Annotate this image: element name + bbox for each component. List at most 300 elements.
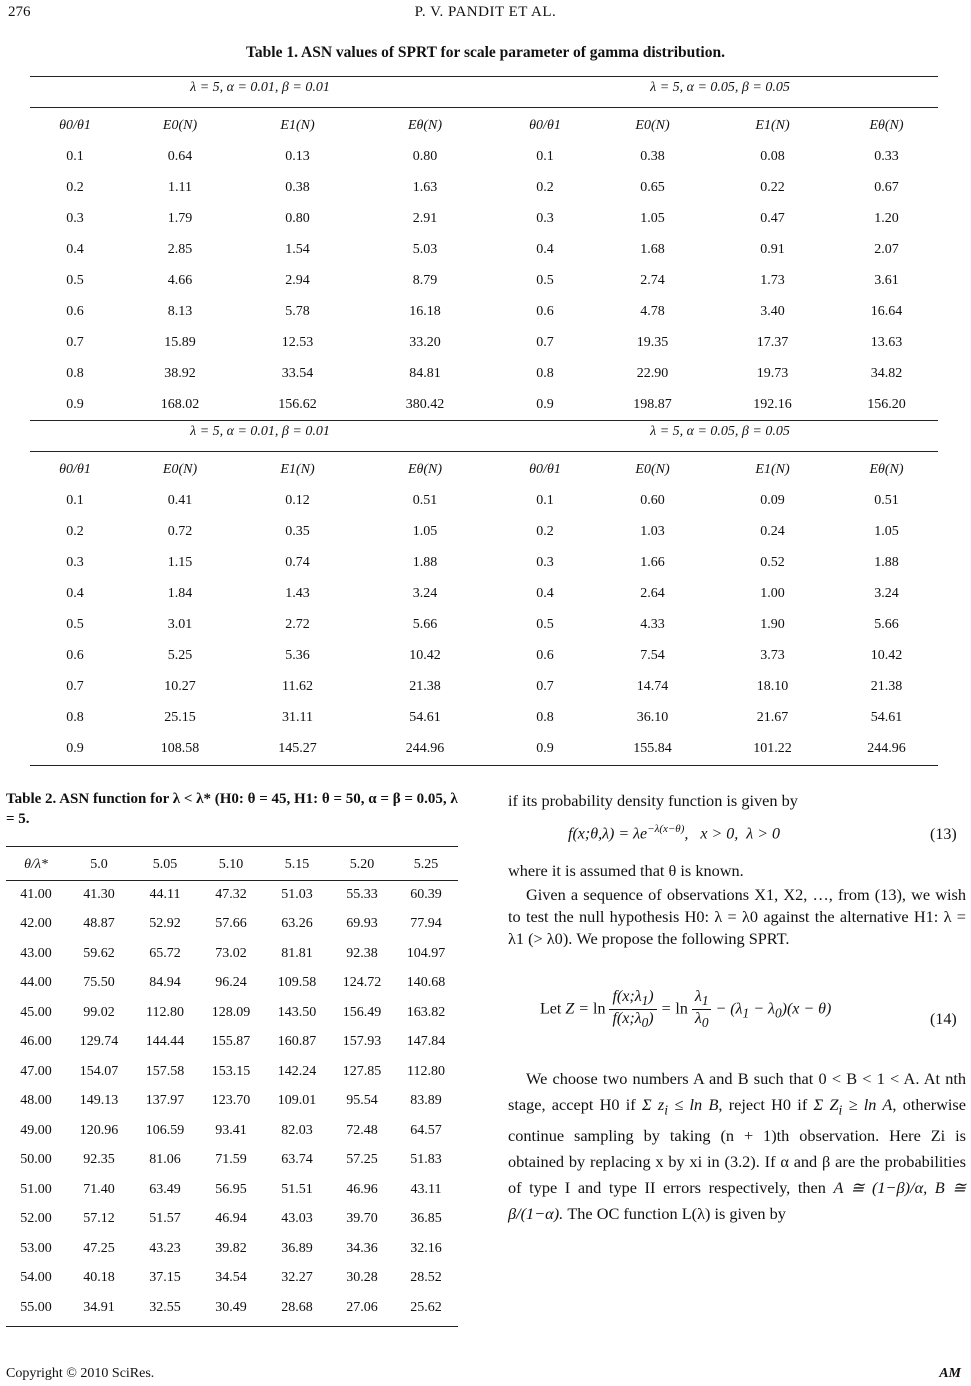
table-cell: 108.58 [160, 740, 200, 756]
table-cell: 57.12 [83, 1211, 115, 1227]
table-cell: 0.38 [285, 179, 310, 195]
table-cell: 147.84 [406, 1034, 446, 1050]
table-cell: 3.40 [760, 303, 785, 319]
column-header: θ0/θ1 [59, 118, 91, 133]
table-row [30, 172, 938, 203]
table-cell: 8.13 [167, 303, 193, 319]
table-cell: 34.82 [870, 365, 903, 381]
table-cell: 157.58 [145, 1063, 185, 1079]
table-row [6, 1205, 458, 1235]
table-cell: 7.54 [640, 647, 665, 663]
table1-header-rule [30, 107, 938, 108]
table-cell: 123.70 [211, 1093, 251, 1109]
table-cell: 149.13 [79, 1093, 119, 1109]
table-cell: 12.53 [281, 334, 314, 350]
column-header: 5.25 [413, 856, 439, 872]
bounds-formula: A ≅ (1−β)/α, B ≅ β/(1−α). [508, 1178, 966, 1224]
oc-function-intro: The OC function L(λ) is given by [567, 1204, 786, 1224]
table-cell: 156.49 [342, 1004, 382, 1020]
table-cell: 17.37 [756, 334, 789, 350]
table-cell: 39.82 [215, 1240, 247, 1256]
table-cell: 0.7 [66, 334, 84, 350]
paragraph-sprt-proposal: Given a sequence of observations X1, X2, …, from (13), we wish to test the null hypothesis H0: λ = λ0 against the alternative H1: λ = λ1 (> λ0). We propose the following SPRT. [508, 885, 966, 948]
column-header: θ0/θ1 [529, 462, 561, 477]
table-cell: 0.2 [536, 523, 554, 539]
table-cell: 47.25 [83, 1240, 115, 1256]
table-cell: 10.27 [164, 678, 196, 694]
table-cell: 56.95 [215, 1181, 247, 1197]
table-cell: 1.15 [167, 554, 193, 570]
table-cell: 43.03 [281, 1211, 313, 1227]
column-header: 5.0 [90, 856, 108, 872]
table-cell: 0.6 [66, 647, 84, 663]
table-cell: 0.8 [66, 709, 84, 725]
table-cell: 106.59 [145, 1122, 185, 1138]
table-cell: 81.06 [149, 1152, 181, 1168]
table-row [6, 939, 458, 969]
table-cell: 5.66 [874, 616, 899, 632]
table-cell: 51.83 [410, 1152, 442, 1168]
rule-continue: , otherwise continue sampling by taking (n + 1)th observation. Here Zi is obtained by replacing x by xi in (3.2). If α and β are the probabilities of type I and type II errors respectively, then [508, 1095, 966, 1198]
table-cell: 112.80 [407, 1063, 445, 1079]
table-cell: 153.15 [211, 1063, 251, 1079]
table-cell: 43.11 [410, 1181, 442, 1197]
table-cell: 0.80 [412, 148, 438, 164]
table-row [6, 1175, 458, 1205]
table-cell: 43.00 [20, 945, 52, 961]
table-cell: 41.00 [20, 886, 52, 902]
table-cell: 1.05 [874, 523, 899, 539]
table-header-row [30, 111, 938, 141]
table-cell: 64.57 [410, 1122, 442, 1138]
table-cell: 50.00 [20, 1152, 52, 1168]
table-cell: 51.57 [149, 1211, 181, 1227]
table-cell: 54.00 [20, 1270, 52, 1286]
table-cell: 34.54 [215, 1270, 247, 1286]
table-cell: 160.87 [277, 1034, 317, 1050]
table-cell: 60.39 [410, 886, 442, 902]
table-cell: 0.6 [66, 303, 84, 319]
table-cell: 51.51 [281, 1181, 313, 1197]
table-cell: 92.38 [346, 945, 378, 961]
column-header: θ0/θ1 [529, 118, 561, 133]
table-cell: 0.8 [536, 365, 554, 381]
table-row [30, 358, 938, 389]
table-row [30, 265, 938, 296]
table-cell: 3.73 [760, 647, 785, 663]
table-cell: 0.4 [66, 241, 84, 257]
table-cell: 5.36 [285, 647, 310, 663]
table-row [30, 640, 938, 671]
table-cell: 45.00 [20, 1004, 52, 1020]
table1-bottom-rule [30, 765, 938, 766]
table-row [30, 578, 938, 609]
table-cell: 0.64 [167, 148, 193, 164]
equation-13-number: (13) [930, 826, 957, 843]
table-cell: 16.64 [870, 303, 903, 319]
table1-panel2 [30, 455, 938, 764]
table-cell: 10.42 [870, 647, 903, 663]
table-cell: 33.54 [281, 365, 314, 381]
table-cell: 0.6 [536, 647, 554, 663]
table-cell: 15.89 [164, 334, 196, 350]
table-cell: 69.93 [346, 916, 378, 932]
table-cell: 0.2 [536, 179, 554, 195]
table-cell: 0.52 [760, 554, 785, 570]
table-cell: 1.43 [285, 585, 310, 601]
table-cell: 0.47 [760, 210, 785, 226]
equation-13: f(x;θ,λ) = $\lambda e^{-\lambda(x-\theta)}$, x > 0, λ > 0 [568, 823, 781, 843]
table-cell: 140.68 [406, 975, 446, 991]
table-cell: 48.00 [20, 1093, 52, 1109]
table2-bottom-rule [6, 1326, 458, 1327]
table-cell: 0.9 [66, 740, 84, 756]
table-cell: 4.78 [640, 303, 665, 319]
paragraph-theta-known: where it is assumed that θ is known. [508, 861, 744, 880]
table2 [6, 849, 458, 1323]
panel2-left-param: λ = 5, α = 0.01, β = 0.01 [190, 424, 330, 439]
table-cell: 1.90 [760, 616, 785, 632]
table-cell: 65.72 [149, 945, 181, 961]
table1-header-rule-2 [30, 451, 938, 452]
table-cell: 41.30 [83, 886, 115, 902]
table-cell: 52.00 [20, 1211, 52, 1227]
table-cell: 157.93 [342, 1034, 382, 1050]
table-cell: 51.03 [281, 886, 313, 902]
table-cell: 19.35 [636, 334, 669, 350]
table-cell: 13.63 [870, 334, 903, 350]
table-cell: 63.74 [281, 1152, 313, 1168]
table-cell: 0.7 [536, 678, 554, 694]
table-cell: 28.68 [281, 1299, 313, 1315]
table-cell: 3.24 [412, 585, 438, 601]
table-cell: 36.85 [410, 1211, 442, 1227]
page-number: 276 [8, 4, 31, 20]
table-cell: 244.96 [867, 740, 906, 756]
running-head: P. V. PANDIT ET AL. [414, 4, 557, 20]
table-cell: 0.4 [66, 585, 84, 601]
table-cell: 4.33 [640, 616, 665, 632]
table-cell: 2.72 [285, 616, 310, 632]
table-cell: 22.90 [636, 365, 669, 381]
table-header-row [6, 849, 458, 880]
table-cell: 11.62 [282, 678, 313, 694]
table-cell: 31.11 [282, 709, 313, 725]
table-row [30, 547, 938, 578]
table-cell: 96.24 [215, 975, 247, 991]
table-cell: 0.1 [536, 492, 554, 508]
table-cell: 143.50 [277, 1004, 317, 1020]
table-row [6, 1234, 458, 1264]
table-cell: 155.87 [211, 1034, 251, 1050]
table-cell: 2.64 [640, 585, 665, 601]
table-cell: 36.10 [636, 709, 669, 725]
table-cell: 0.9 [536, 740, 554, 756]
table-cell: 1.05 [412, 523, 438, 539]
table-cell: 2.91 [412, 210, 438, 226]
table-cell: 1.63 [412, 179, 438, 195]
table-cell: 49.00 [20, 1122, 52, 1138]
table-cell: 129.74 [79, 1034, 119, 1050]
table-cell: 0.4 [536, 241, 554, 257]
table-cell: 0.9 [66, 396, 84, 412]
table-cell: 3.24 [874, 585, 899, 601]
table-cell: 47.32 [215, 886, 247, 902]
table-cell: 19.73 [756, 365, 789, 381]
table-cell: 198.87 [633, 396, 672, 412]
table-cell: 84.81 [409, 365, 441, 381]
rule-reject: , reject H0 if [718, 1095, 808, 1114]
table-cell: 0.2 [66, 523, 84, 539]
table-cell: 154.07 [79, 1063, 119, 1079]
table-cell: 1.54 [285, 241, 310, 257]
rule-intro: We choose two numbers A and B such that 0 < B < 1 < A. At nth stage, accept H0 if [508, 1069, 966, 1114]
table-row [6, 1057, 458, 1087]
table-cell: 124.72 [342, 975, 382, 991]
table-cell: 93.41 [215, 1122, 247, 1138]
table-row [6, 1146, 458, 1176]
table-cell: 37.15 [149, 1270, 181, 1286]
table-cell: 155.84 [633, 740, 672, 756]
column-header: 5.05 [152, 856, 178, 872]
column-header: θ0/θ1 [59, 462, 91, 477]
table-cell: 59.62 [83, 945, 115, 961]
column-header: 5.20 [349, 856, 375, 872]
column-header: E1(N) [755, 118, 790, 133]
table-row [30, 609, 938, 640]
table-cell: 0.67 [874, 179, 899, 195]
table-cell: 27.06 [346, 1299, 378, 1315]
table-cell: 1.88 [874, 554, 899, 570]
table-cell: 38.92 [164, 365, 196, 381]
table-cell: 0.7 [66, 678, 84, 694]
column-header: Eθ(N) [407, 118, 443, 133]
table-cell: 21.38 [870, 678, 903, 694]
table-cell: 21.38 [409, 678, 441, 694]
table-cell: 34.91 [83, 1299, 115, 1315]
table-cell: 46.96 [346, 1181, 378, 1197]
table-row [30, 733, 938, 764]
table1-panel1 [30, 111, 938, 420]
table-row [6, 1293, 458, 1323]
panel2-right-param: λ = 5, α = 0.05, β = 0.05 [650, 424, 790, 439]
equation-14-number: (14) [930, 1011, 957, 1028]
column-header: Eθ(N) [869, 462, 904, 477]
table-cell: 0.08 [760, 148, 785, 164]
table-cell: 168.02 [160, 396, 200, 412]
table-row [6, 910, 458, 940]
table-cell: 0.22 [760, 179, 785, 195]
table-cell: 32.16 [410, 1240, 442, 1256]
table-cell: 0.51 [412, 492, 438, 508]
column-header: E0(N) [162, 118, 198, 133]
table-row [30, 296, 938, 327]
table-cell: 145.27 [278, 740, 317, 756]
table-cell: 73.02 [215, 945, 247, 961]
table-cell: 0.13 [285, 148, 310, 164]
table-cell: 95.54 [346, 1093, 378, 1109]
table-cell: 0.3 [536, 554, 554, 570]
table-row [30, 234, 938, 265]
table-cell: 0.1 [536, 148, 554, 164]
table-cell: 156.62 [278, 396, 317, 412]
column-header: θ/λ* [24, 856, 48, 872]
table-cell: 0.5 [66, 272, 84, 288]
table-row [30, 671, 938, 702]
table-cell: 63.49 [149, 1181, 181, 1197]
table-cell: 16.18 [409, 303, 441, 319]
table-cell: 0.4 [536, 585, 554, 601]
table-cell: 55.33 [346, 886, 378, 902]
table-cell: 0.65 [640, 179, 665, 195]
equation-14: Let Z = ln $\frac{f(x;\lambda_1)}{f(x;\lambda_0)}$ = ln $\frac{\lambda_1}{\lambda_0}$ − $(\lambda_1 - \lambda_0)(x - \theta)$ [540, 988, 832, 1031]
table-row [30, 389, 938, 420]
table-cell: 46.94 [215, 1211, 247, 1227]
table-cell: 2.85 [167, 241, 193, 257]
table-cell: 30.28 [346, 1270, 378, 1286]
table-cell: 0.91 [760, 241, 785, 257]
table-cell: 1.11 [168, 179, 192, 195]
table-cell: 0.1 [66, 148, 84, 164]
table-cell: 71.59 [215, 1152, 247, 1168]
table-cell: 51.00 [20, 1181, 52, 1197]
copyright: Copyright © 2010 SciRes. [6, 1366, 155, 1381]
table-header-row [30, 455, 938, 485]
table-cell: 163.82 [406, 1004, 446, 1020]
table-row [30, 702, 938, 733]
table-cell: 0.3 [66, 210, 84, 226]
table-cell: 52.92 [149, 916, 181, 932]
table-row [30, 327, 938, 358]
table-cell: 0.12 [285, 492, 310, 508]
table-cell: 47.00 [20, 1063, 52, 1079]
table-cell: 54.61 [870, 709, 903, 725]
table-cell: 82.03 [281, 1122, 313, 1138]
table-cell: 144.44 [145, 1034, 185, 1050]
table-cell: 71.40 [83, 1181, 115, 1197]
table-cell: 72.48 [346, 1122, 378, 1138]
table-cell: 128.09 [211, 1004, 251, 1020]
accept-condition: Σ $z_i \le \ln B$ [642, 1095, 719, 1118]
table-cell: 46.00 [20, 1034, 52, 1050]
column-header: E1(N) [280, 118, 315, 133]
journal-abbrev: AM [939, 1366, 961, 1381]
table-cell: 0.7 [536, 334, 554, 350]
table-row [6, 969, 458, 999]
table-cell: 32.55 [149, 1299, 181, 1315]
column-header: E1(N) [755, 462, 790, 477]
table-cell: 32.27 [281, 1270, 313, 1286]
column-header: 5.10 [218, 856, 244, 872]
table-cell: 77.94 [410, 916, 442, 932]
table-cell: 1.20 [874, 210, 899, 226]
table-cell: 1.05 [640, 210, 665, 226]
column-header: E0(N) [635, 118, 670, 133]
table-cell: 54.61 [409, 709, 441, 725]
table-cell: 75.50 [83, 975, 115, 991]
table-cell: 1.03 [640, 523, 665, 539]
table-cell: 5.25 [167, 647, 193, 663]
table-cell: 0.80 [285, 210, 310, 226]
table-cell: 25.62 [410, 1299, 442, 1315]
table-cell: 137.97 [145, 1093, 185, 1109]
table-row [30, 141, 938, 172]
table-cell: 1.88 [412, 554, 438, 570]
table-cell: 5.03 [412, 241, 438, 257]
table-cell: 57.25 [346, 1152, 378, 1168]
table1-top-rule [30, 76, 938, 77]
table-row [6, 1087, 458, 1117]
table-cell: 109.58 [277, 975, 317, 991]
table-row [30, 485, 938, 516]
table-cell: 1.84 [167, 585, 193, 601]
table-cell: 156.20 [867, 396, 906, 412]
table-cell: 1.00 [760, 585, 785, 601]
column-header: E1(N) [280, 462, 315, 477]
table-cell: 48.87 [83, 916, 115, 932]
table-cell: 0.35 [285, 523, 310, 539]
table1-mid-rule [30, 420, 938, 421]
table-cell: 4.66 [167, 272, 193, 288]
table-cell: 34.36 [346, 1240, 378, 1256]
panel1-left-param: λ = 5, α = 0.01, β = 0.01 [190, 80, 330, 95]
table-cell: 57.66 [215, 916, 247, 932]
table-cell: 244.96 [405, 740, 445, 756]
table-cell: 25.15 [164, 709, 196, 725]
reject-condition: Σ $Z_i \ge \ln A$ [813, 1095, 893, 1118]
table-cell: 2.94 [285, 272, 310, 288]
table-cell: 44.11 [149, 886, 181, 902]
table-cell: 84.94 [149, 975, 181, 991]
table1-caption: Table 1. ASN values of SPRT for scale parameter of gamma distribution. [246, 44, 725, 61]
table-cell: 104.97 [406, 945, 446, 961]
table-cell: 0.74 [285, 554, 310, 570]
table-cell: 1.68 [640, 241, 665, 257]
table-cell: 40.18 [83, 1270, 115, 1286]
table-cell: 112.80 [146, 1004, 184, 1020]
table-cell: 127.85 [342, 1063, 382, 1079]
column-header: Eθ(N) [869, 118, 904, 133]
table2-caption: Table 2. ASN function for λ < λ* (H0: θ = 45, H1: θ = 50, α = β = 0.05, λ = 5. [6, 791, 458, 827]
table-cell: 55.00 [20, 1299, 52, 1315]
table-cell: 101.22 [753, 740, 792, 756]
table2-top-rule [6, 846, 458, 847]
column-header: Eθ(N) [407, 462, 443, 477]
table-cell: 81.81 [281, 945, 313, 961]
table-row [6, 1116, 458, 1146]
table-cell: 33.20 [409, 334, 441, 350]
table-cell: 0.72 [167, 523, 193, 539]
table-cell: 28.52 [410, 1270, 442, 1286]
table-row [6, 998, 458, 1028]
table-cell: 0.8 [66, 365, 84, 381]
table-cell: 0.41 [167, 492, 193, 508]
table-cell: 14.74 [636, 678, 669, 694]
table-row [6, 1028, 458, 1058]
table-cell: 0.33 [874, 148, 899, 164]
paragraph-pdf-intro: if its probability density function is given by [508, 791, 798, 810]
table-cell: 1.66 [640, 554, 665, 570]
table-cell: 192.16 [753, 396, 792, 412]
table-cell: 0.51 [874, 492, 899, 508]
column-header: E0(N) [162, 462, 198, 477]
table-cell: 10.42 [409, 647, 441, 663]
table-cell: 0.9 [536, 396, 554, 412]
table-cell: 36.89 [281, 1240, 313, 1256]
table-cell: 3.61 [874, 272, 899, 288]
table-cell: 18.10 [756, 678, 789, 694]
table-cell: 0.3 [66, 554, 84, 570]
